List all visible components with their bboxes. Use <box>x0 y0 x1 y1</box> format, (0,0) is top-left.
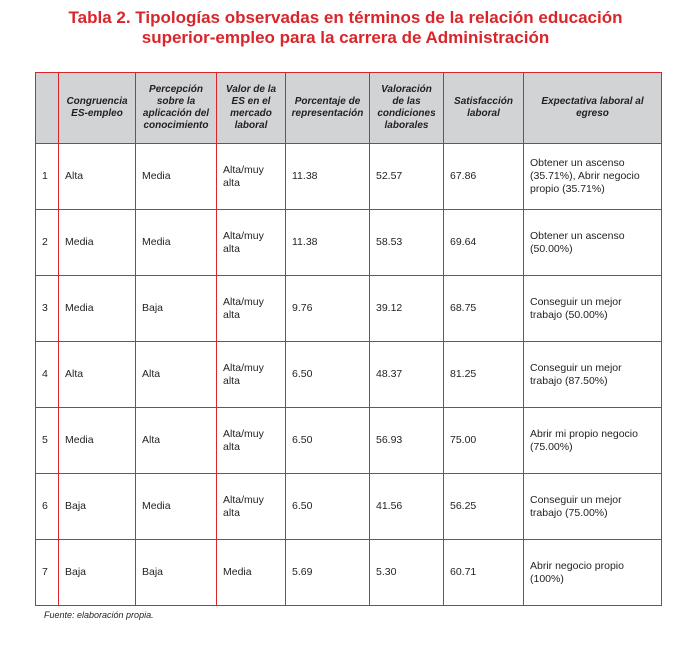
table-header-row <box>36 73 662 144</box>
cell-valoracion: 52.57 <box>370 144 444 210</box>
cell-congruencia: Baja <box>59 474 136 540</box>
cell-porcentaje: 9.76 <box>286 276 370 342</box>
table-row <box>36 276 662 342</box>
cell-percepcion: Alta <box>136 408 217 474</box>
cell-valoracion: 41.56 <box>370 474 444 540</box>
cell-satisfaccion: 69.64 <box>444 210 524 276</box>
cell-expectativa: Conseguir un mejor trabajo (50.00%) <box>524 276 662 342</box>
cell-porcentaje: 11.38 <box>286 144 370 210</box>
cell-congruencia: Media <box>59 210 136 276</box>
cell-valor-es: Media <box>217 540 286 606</box>
header-index <box>36 73 59 144</box>
cell-expectativa: Conseguir un mejor trabajo (87.50%) <box>524 342 662 408</box>
cell-valor-es: Alta/muy alta <box>217 276 286 342</box>
cell-percepcion: Media <box>136 144 217 210</box>
cell-porcentaje: 6.50 <box>286 408 370 474</box>
cell-percepcion: Media <box>136 210 217 276</box>
typologies-table <box>35 72 662 606</box>
cell-valor-es: Alta/muy alta <box>217 144 286 210</box>
cell-satisfaccion: 81.25 <box>444 342 524 408</box>
cell-porcentaje: 5.69 <box>286 540 370 606</box>
header-valor-es: Valor de la ES en el mercado laboral <box>217 73 286 144</box>
cell-expectativa: Conseguir un mejor trabajo (75.00%) <box>524 474 662 540</box>
cell-porcentaje: 6.50 <box>286 474 370 540</box>
cell-congruencia: Media <box>59 276 136 342</box>
header-percepcion: Percepción sobre la aplicación del conocimiento <box>136 73 217 144</box>
table-row <box>36 144 662 210</box>
table-row <box>36 342 662 408</box>
cell-valoracion: 5.30 <box>370 540 444 606</box>
cell-index: 3 <box>36 276 59 342</box>
cell-index: 4 <box>36 342 59 408</box>
table-row <box>36 408 662 474</box>
cell-congruencia: Media <box>59 408 136 474</box>
header-congruencia: Congruencia ES-empleo <box>59 73 136 144</box>
header-satisfaccion: Satisfacción laboral <box>444 73 524 144</box>
cell-valoracion: 58.53 <box>370 210 444 276</box>
cell-percepcion: Baja <box>136 276 217 342</box>
cell-porcentaje: 6.50 <box>286 342 370 408</box>
cell-index: 1 <box>36 144 59 210</box>
header-valoracion: Valoración de las condiciones laborales <box>370 73 444 144</box>
header-porcentaje: Porcentaje de representación <box>286 73 370 144</box>
cell-index: 7 <box>36 540 59 606</box>
cell-valor-es: Alta/muy alta <box>217 342 286 408</box>
cell-congruencia: Alta <box>59 144 136 210</box>
cell-porcentaje: 11.38 <box>286 210 370 276</box>
cell-expectativa: Abrir negocio propio (100%) <box>524 540 662 606</box>
cell-satisfaccion: 60.71 <box>444 540 524 606</box>
cell-percepcion: Media <box>136 474 217 540</box>
cell-satisfaccion: 56.25 <box>444 474 524 540</box>
cell-congruencia: Baja <box>59 540 136 606</box>
cell-expectativa: Abrir mi propio negocio (75.00%) <box>524 408 662 474</box>
table-title <box>0 8 691 48</box>
table-row <box>36 540 662 606</box>
source-note: Fuente: elaboración propia. <box>44 610 154 620</box>
cell-index: 5 <box>36 408 59 474</box>
cell-valor-es: Alta/muy alta <box>217 408 286 474</box>
cell-valor-es: Alta/muy alta <box>217 474 286 540</box>
table-row <box>36 210 662 276</box>
cell-congruencia: Alta <box>59 342 136 408</box>
cell-valoracion: 56.93 <box>370 408 444 474</box>
cell-index: 6 <box>36 474 59 540</box>
header-expectativa: Expectativa laboral al egreso <box>524 73 662 144</box>
cell-satisfaccion: 67.86 <box>444 144 524 210</box>
table-title-line-1: Tabla 2. Tipologías observadas en términos de la relación educación <box>68 8 623 27</box>
cell-valoracion: 39.12 <box>370 276 444 342</box>
cell-valoracion: 48.37 <box>370 342 444 408</box>
cell-percepcion: Alta <box>136 342 217 408</box>
cell-valor-es: Alta/muy alta <box>217 210 286 276</box>
cell-index: 2 <box>36 210 59 276</box>
table-title-line-2: superior-empleo para la carrera de Administración <box>141 28 550 47</box>
cell-satisfaccion: 68.75 <box>444 276 524 342</box>
table-row <box>36 474 662 540</box>
cell-satisfaccion: 75.00 <box>444 408 524 474</box>
cell-expectativa: Obtener un ascenso (50.00%) <box>524 210 662 276</box>
cell-expectativa: Obtener un ascenso (35.71%), Abrir negocio propio (35.71%) <box>524 144 662 210</box>
cell-percepcion: Baja <box>136 540 217 606</box>
